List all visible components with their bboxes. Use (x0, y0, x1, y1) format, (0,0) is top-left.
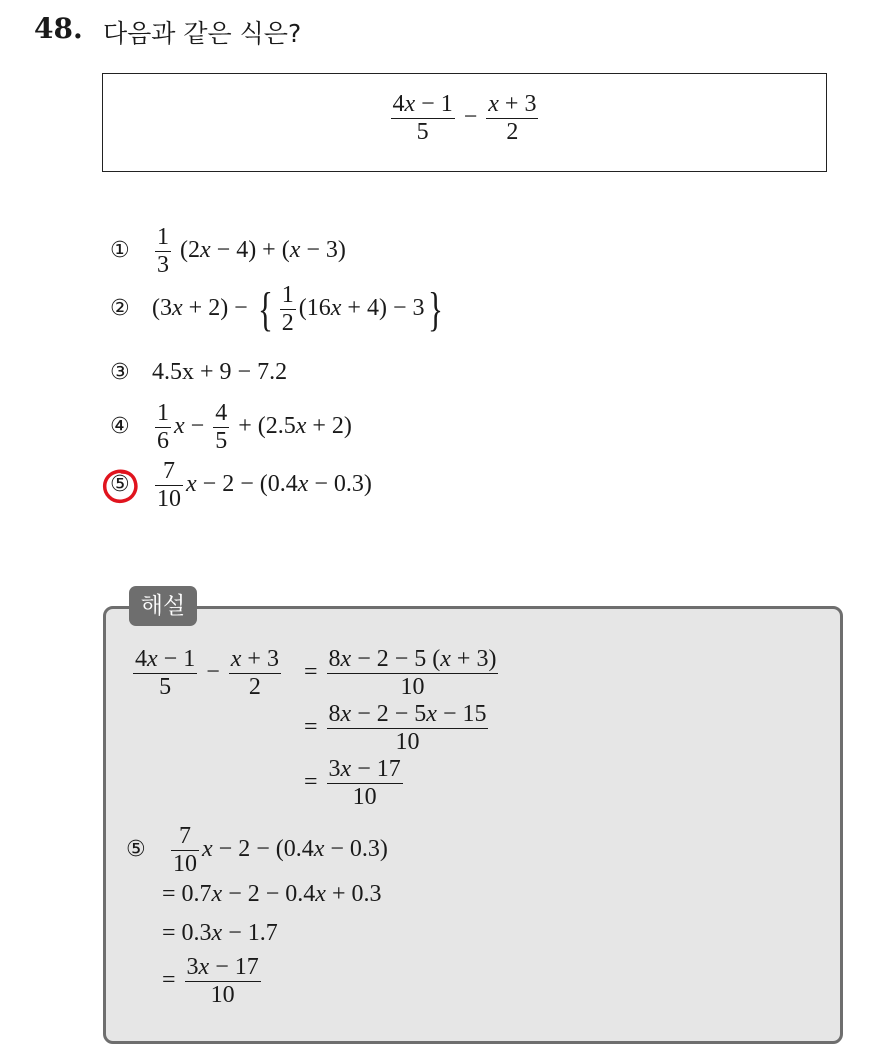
solution-step-1-rhs: = $\frac{8x - 2 - 5 (x + 3)}{10}$ (304, 646, 497, 700)
choice-expression: (2x − 4) + (x − 3) (180, 236, 346, 263)
question-text: 다음과 같은 식은? (103, 19, 302, 48)
solution-line-0-3: = 0.3x − 1.7 (162, 920, 278, 946)
fraction: $\frac{3x - 17}{10}$ (328, 756, 401, 810)
fraction-numerator: x + 3 (488, 91, 537, 117)
expression (103, 91, 826, 146)
fraction: $\frac{8x - 2 - 5 (x + 3)}{10}$ (328, 646, 497, 700)
choice-3[interactable] (110, 359, 287, 386)
choice-expression: 4.5x + 9 − 7.2 (152, 359, 288, 385)
expression-fraction-1 (391, 91, 455, 146)
fraction: $\frac{3x - 17}{10}$ (186, 954, 259, 1008)
choice-number: ⑤ (110, 471, 130, 497)
choice-5[interactable]: ⑤ $\frac{7}{10}$ x − 2 − (0.4x − 0.3) (110, 458, 372, 512)
fraction: $\frac{4x - 1}{5}$ (135, 646, 196, 700)
fraction-numerator: 4x − 1 (392, 91, 453, 117)
choice-2[interactable] (110, 282, 448, 337)
choice-number: ③ (110, 360, 130, 385)
fraction: $\frac{1}{6}$ (157, 400, 169, 454)
choice-number: ④ (110, 413, 130, 439)
solution-choice-5: ⑤ $\frac{7}{10}$ x − 2 − (0.4x − 0.3) (126, 823, 388, 877)
expression-box (102, 73, 827, 172)
choice-number: ⑤ (126, 836, 146, 862)
solution-step-2: = $\frac{8x - 2 - 5x - 15}{10}$ (304, 701, 487, 755)
fraction-denominator: 2 (506, 118, 519, 145)
fraction: $\frac{x + 3}{2}$ (230, 646, 279, 700)
choice-number: ② (110, 296, 130, 322)
fraction: $\frac{7}{10}$ (157, 458, 181, 512)
question-number: 48. (34, 12, 83, 45)
choice-expression: (3x + 2) − { $\frac{1}{2}$ (16x + 4) − 3} (152, 282, 444, 336)
choice-1[interactable] (110, 224, 346, 279)
fraction: $\frac{4}{5}$ (215, 400, 228, 454)
choice-number: ① (110, 237, 130, 263)
solution-line-0-7: = 0.7x − 2 − 0.4x + 0.3 (162, 881, 382, 907)
minus-operator: − (463, 103, 478, 130)
solution-step-3: = $\frac{3x - 17}{10}$ (304, 756, 401, 810)
answer-circle-mark (101, 466, 141, 506)
solution-final: = $\frac{3x - 17}{10}$ (162, 954, 259, 1008)
fraction: $\frac{7}{10}$ (173, 823, 197, 877)
choice-expression: + (2.5x + 2) (238, 412, 352, 439)
solution-step-1: $\frac{4x - 1}{5}$ − $\frac{x + 3}{2}$ (135, 646, 279, 700)
solution-label: 해설 (129, 586, 197, 626)
fraction-denominator: 5 (416, 118, 429, 145)
fraction: $\frac{8x - 2 - 5x - 15}{10}$ (328, 701, 487, 755)
choice-4[interactable]: ④ $\frac{1}{6}$ x − $\frac{4}{5}$ + (2.5x + 2) (110, 400, 352, 454)
fraction: $\frac{1}{3}$ (157, 224, 169, 278)
expression-fraction-2 (486, 91, 538, 146)
